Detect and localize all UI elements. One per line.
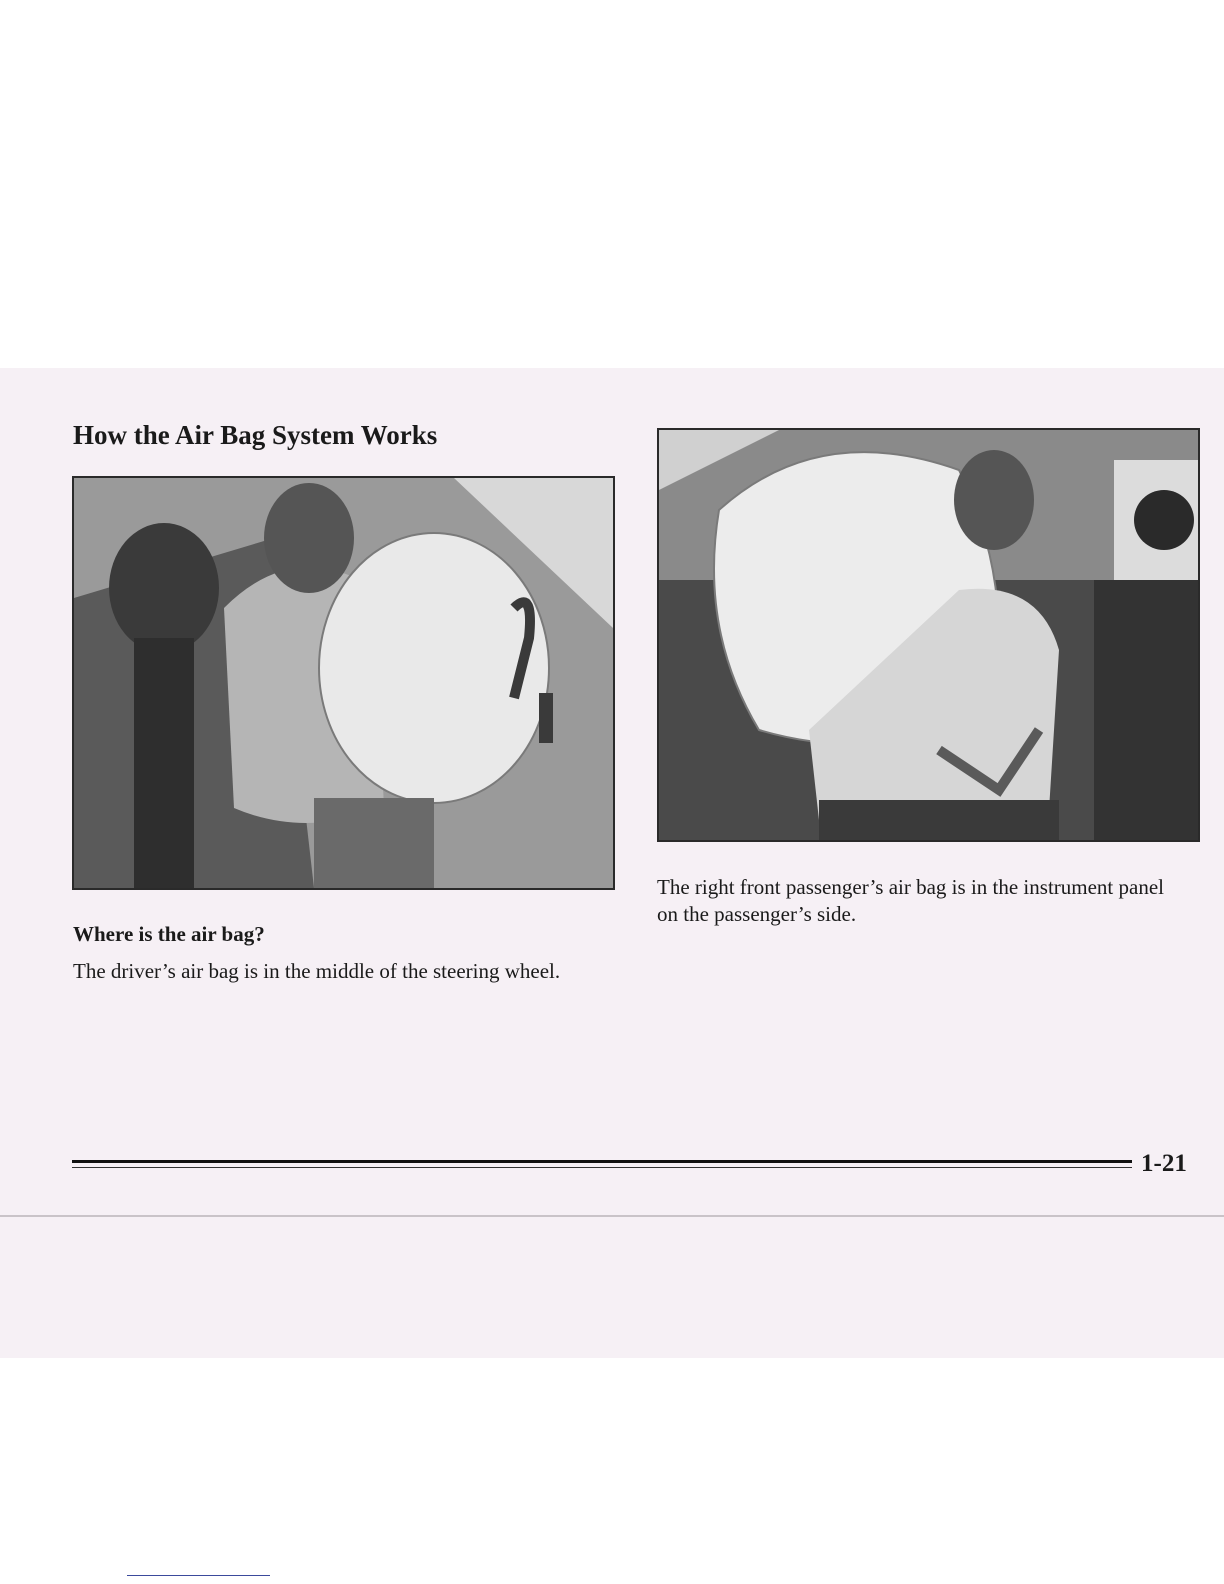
page-number: 1-21: [1141, 1150, 1187, 1177]
driver-airbag-illustration: [72, 476, 615, 890]
passenger-airbag-illustration: [657, 428, 1200, 842]
driver-airbag-text: The driver’s air bag is in the middle of the steering wheel.: [73, 959, 561, 983]
bottom-link-mark: [127, 1575, 270, 1576]
footer-rule-thin: [72, 1167, 1132, 1168]
section-subheading: Where is the air bag?: [73, 922, 265, 946]
passenger-airbag-text: The right front passenger’s air bag is in the instrument panel on the passenger’s side.: [657, 875, 1164, 926]
page-title: How the Air Bag System Works: [73, 420, 438, 450]
footer-rule: [72, 1160, 1132, 1163]
page-edge: [0, 1215, 1224, 1217]
